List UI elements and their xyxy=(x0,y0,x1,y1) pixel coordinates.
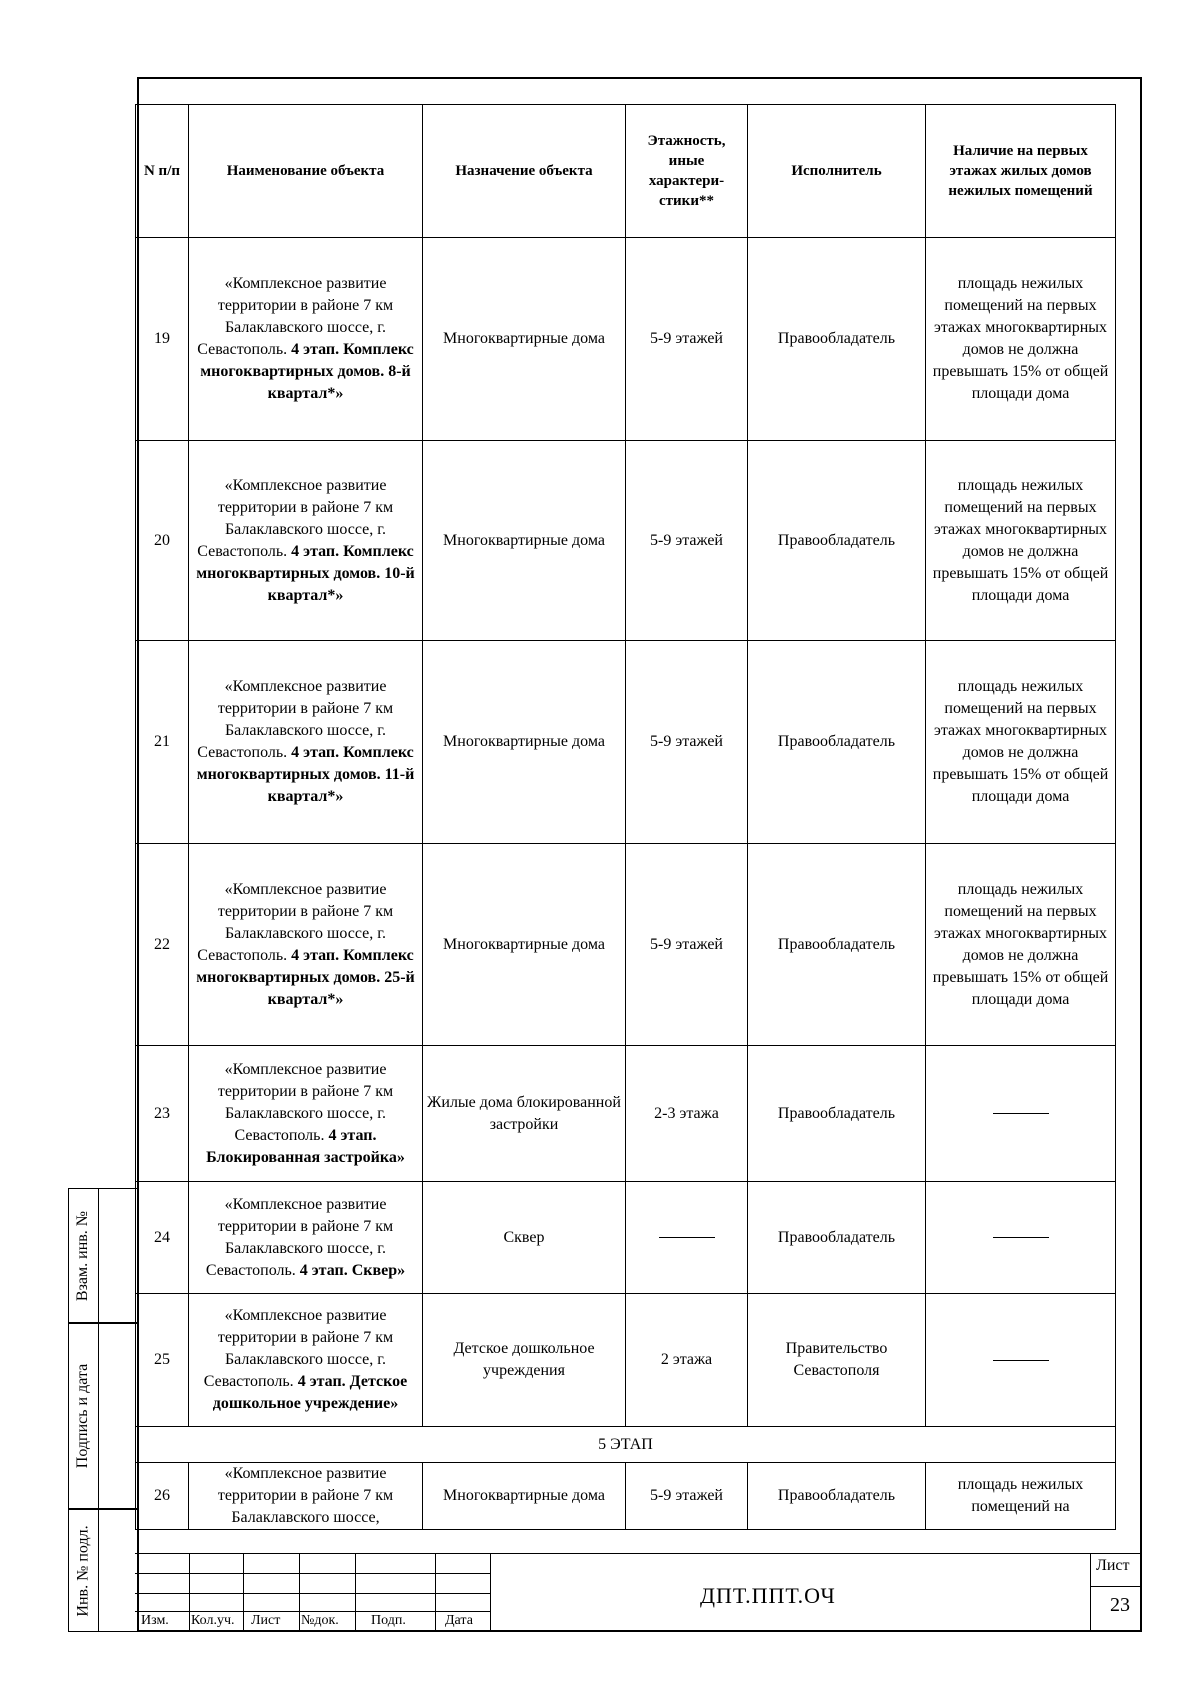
object-executor-text: Правообладатель xyxy=(777,330,896,347)
object-executor-text: Правообладатель xyxy=(777,1228,896,1246)
objects-table xyxy=(135,104,1116,1530)
object-nonresidential xyxy=(926,441,1116,641)
object-name xyxy=(189,1182,423,1294)
object-executor-text: Правообладатель xyxy=(777,1104,896,1122)
object-floors: 5-9 этажей xyxy=(626,1463,748,1530)
object-executor xyxy=(748,441,926,641)
object-executor-text: Правительство Севастополя xyxy=(785,1340,888,1379)
header-nonresidential: Наличие на первых этажах жилых домов нежилых помещений xyxy=(926,105,1116,238)
object-name-plain: «Комплексное развитие территории в районе 7 км Балаклавского шоссе, г. Севастополь. xyxy=(203,1307,394,1390)
object-nonresidential xyxy=(926,1182,1116,1294)
object-name-bold: 4 этап. Комплекс многоквартирных домов. 25-й квартал*» xyxy=(196,946,415,1008)
stage-label: 5 ЭТАП xyxy=(136,1427,1116,1463)
stamp-inv-orig xyxy=(68,1509,138,1632)
object-floors-text: 2 этажа xyxy=(660,1351,713,1368)
object-executor xyxy=(748,1294,926,1427)
row-number xyxy=(136,844,189,1046)
object-name-bold: 4 этап. Комплекс многоквартирных домов. 10-й квартал*» xyxy=(196,542,415,604)
stamp-sign-date xyxy=(68,1323,138,1509)
table-row xyxy=(136,441,1116,641)
stage-row xyxy=(136,1427,1116,1463)
row-number xyxy=(136,1182,189,1294)
header-executor: Исполнитель xyxy=(748,105,926,238)
title-block xyxy=(135,1553,1142,1632)
document-code: ДПТ.ППТ.ОЧ xyxy=(700,1583,836,1608)
object-name xyxy=(189,441,423,641)
header-num: N п/п xyxy=(136,105,189,238)
stamp-inv-orig-value xyxy=(99,1510,137,1631)
object-purpose xyxy=(423,1294,626,1427)
object-purpose-text: Сквер xyxy=(503,1228,545,1246)
object-name: «Комплексное развитие территории в районе 7 км Балаклавского шоссе, xyxy=(189,1463,423,1530)
object-nonresidential: площадь нежилых помещений на xyxy=(926,1463,1116,1530)
empty-dash xyxy=(659,1237,715,1238)
tb-data: Дата xyxy=(445,1613,473,1628)
object-nonresidential-text: площадь нежилых помещений на первых этажах многоквартирных домов не должна превышать 15% от общей площади дома xyxy=(932,880,1109,1008)
object-name-bold: 4 этап. Комплекс многоквартирных домов. 11-й квартал*» xyxy=(196,744,415,805)
header-purpose: Назначение объекта xyxy=(423,105,626,238)
object-name-plain: «Комплексное развитие территории в районе 7 км Балаклавского шоссе, г. Севастополь. xyxy=(197,880,394,964)
table-row xyxy=(136,1182,1116,1294)
table-row xyxy=(136,1463,1116,1530)
object-executor: Правообладатель xyxy=(748,1463,926,1530)
object-floors-text: 5-9 этажей xyxy=(650,935,723,953)
object-nonresidential xyxy=(926,844,1116,1046)
object-purpose: Многоквартирные дома xyxy=(423,1463,626,1530)
object-floors-text: 5-9 этажей xyxy=(650,733,723,750)
object-executor xyxy=(748,1046,926,1182)
tb-podp: Подп. xyxy=(371,1613,406,1628)
tb-ndok: №док. xyxy=(301,1613,339,1628)
row-number-text: 19 xyxy=(154,330,170,347)
object-nonresidential xyxy=(926,238,1116,441)
object-name xyxy=(189,641,423,844)
object-executor xyxy=(748,641,926,844)
object-executor xyxy=(748,1182,926,1294)
object-name-plain: «Комплексное развитие территории в районе 7 км Балаклавского шоссе, г. Севастополь. xyxy=(205,1195,394,1279)
object-nonresidential-text: площадь нежилых помещений на первых этажах многоквартирных домов не должна превышать 15% от общей площади дома xyxy=(932,476,1109,604)
object-floors-text: 5-9 этажей xyxy=(650,531,723,549)
stamp-inv-replace-value xyxy=(99,1189,137,1322)
table-row xyxy=(136,1294,1116,1427)
object-floors-text: 2-3 этажа xyxy=(654,1104,719,1122)
object-name-bold: 4 этап. Детское дошкольное учреждение» xyxy=(212,1373,408,1412)
header-name: Наименование объекта xyxy=(189,105,423,238)
object-executor xyxy=(748,844,926,1046)
row-number-text: 20 xyxy=(154,531,170,549)
stamp-sign-date-label: Подпись и дата xyxy=(74,1363,92,1469)
object-floors xyxy=(626,1046,748,1182)
empty-dash xyxy=(993,1237,1049,1238)
object-nonresidential-text: площадь нежилых помещений на первых этажах многоквартирных домов не должна превышать 15% от общей площади дома xyxy=(932,678,1109,805)
object-name xyxy=(189,238,423,441)
object-name-plain: «Комплексное развитие территории в районе 7 км Балаклавского шоссе, г. Севастополь. xyxy=(217,1060,394,1144)
object-purpose-text: Жилые дома блокированной застройки xyxy=(427,1093,621,1133)
row-number-text: 22 xyxy=(154,935,170,953)
object-floors xyxy=(626,441,748,641)
table-row xyxy=(136,1046,1116,1182)
object-floors xyxy=(626,1294,748,1427)
row-number-text: 21 xyxy=(154,733,170,750)
stamp-sign-date-value xyxy=(99,1324,137,1508)
object-name-bold: 4 этап. Комплекс многоквартирных домов. 8-й квартал*» xyxy=(200,341,414,402)
object-nonresidential xyxy=(926,1294,1116,1427)
object-floors xyxy=(626,238,748,441)
object-name xyxy=(189,1046,423,1182)
object-purpose xyxy=(423,1046,626,1182)
sheet-number: 23 xyxy=(1110,1594,1130,1616)
object-nonresidential xyxy=(926,641,1116,844)
row-number-text: 24 xyxy=(154,1228,170,1246)
tb-list: Лист xyxy=(251,1613,281,1628)
table-row xyxy=(136,238,1116,441)
tb-kol: Кол.уч. xyxy=(191,1613,235,1628)
object-purpose xyxy=(423,441,626,641)
sheet-label: Лист xyxy=(1096,1557,1130,1574)
row-number xyxy=(136,1046,189,1182)
row-number xyxy=(136,441,189,641)
stamp-inv-replace-label: Взам. инв. № xyxy=(74,1210,92,1301)
object-name xyxy=(189,844,423,1046)
object-purpose xyxy=(423,844,626,1046)
object-floors xyxy=(626,1182,748,1294)
object-purpose-text: Многоквартирные дома xyxy=(443,531,605,549)
object-nonresidential xyxy=(926,1046,1116,1182)
table-row xyxy=(136,844,1116,1046)
object-executor-text: Правообладатель xyxy=(777,733,896,750)
object-name-bold: 4 этап. Блокированная застройка» xyxy=(206,1126,405,1166)
object-floors xyxy=(626,641,748,844)
object-floors-text: 5-9 этажей xyxy=(650,330,723,347)
object-purpose xyxy=(423,238,626,441)
row-number-text: 25 xyxy=(154,1351,170,1368)
row-number xyxy=(136,238,189,441)
object-purpose xyxy=(423,641,626,844)
object-name-plain: «Комплексное развитие территории в районе 7 км Балаклавского шоссе, г. Севастополь. xyxy=(197,275,394,358)
object-name xyxy=(189,1294,423,1427)
object-executor-text: Правообладатель xyxy=(777,531,896,549)
row-number xyxy=(136,1294,189,1427)
table-row xyxy=(136,641,1116,844)
object-name-plain: «Комплексное развитие территории в районе 7 км Балаклавского шоссе, г. Севастополь. xyxy=(197,678,394,761)
object-executor xyxy=(748,238,926,441)
row-number: 26 xyxy=(136,1463,189,1530)
stamp-inv-orig-label: Инв. № подл. xyxy=(74,1524,92,1617)
object-purpose-text: Многоквартирные дома xyxy=(443,935,605,953)
object-purpose xyxy=(423,1182,626,1294)
row-number xyxy=(136,641,189,844)
object-name-plain: «Комплексное развитие территории в районе 7 км Балаклавского шоссе, г. Севастополь. xyxy=(197,476,394,560)
empty-dash xyxy=(993,1113,1049,1114)
object-nonresidential-text: площадь нежилых помещений на первых этажах многоквартирных домов не должна превышать 15% от общей площади дома xyxy=(932,275,1109,402)
object-purpose-text: Многоквартирные дома xyxy=(443,733,605,750)
empty-dash xyxy=(993,1360,1049,1361)
table-header-row xyxy=(136,105,1116,238)
object-purpose-text: Многоквартирные дома xyxy=(443,330,605,347)
header-floors: Этажность, иные характери-стики** xyxy=(626,105,748,238)
stamp-inv-replace xyxy=(68,1188,138,1323)
object-name-bold: 4 этап. Сквер» xyxy=(299,1261,406,1279)
row-number-text: 23 xyxy=(154,1104,170,1122)
object-floors xyxy=(626,844,748,1046)
object-purpose-text: Детское дошкольное учреждения xyxy=(453,1340,595,1379)
object-executor-text: Правообладатель xyxy=(777,935,896,953)
tb-izm: Изм. xyxy=(141,1613,169,1628)
